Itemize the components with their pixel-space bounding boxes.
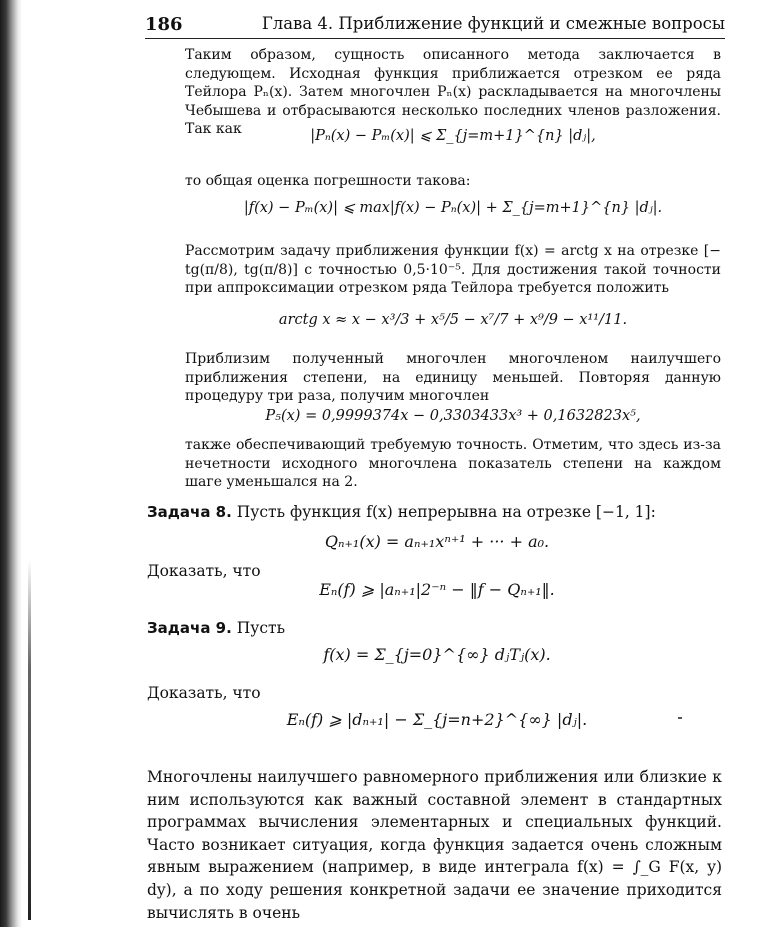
scan-speck [678,717,682,719]
paragraph-best-approximation: Приблизим полученный многочлен многочленом наилучшего приближения степени, на единицу меньшей. Повторяя данную процедуру три раза, получим многочлен [185,351,721,405]
scan-binding-shadow [0,0,22,927]
page-number: 186 [145,14,183,35]
formula-arctg-taylor: arctg x ≈ x − x³/3 + x⁵/5 − x⁷/7 + x⁹/9 − x¹¹/11. [278,312,628,328]
paragraph-accuracy-note: также обеспечивающий требуемую точность. Отметим, что здесь из-за нечетности исходного многочлена показатель степени на каждом шаге уменьшался на 2. [185,437,721,491]
paragraph-error-estimate: то общая оценка погрешности такова: [185,173,471,189]
task-9-statement [147,619,727,637]
prove-label-1: Доказать, что [147,562,261,580]
task-9-text: Пусть [236,619,286,637]
task-8-text: Пусть функция f(x) непрерывна на отрезке [−1, 1]: [236,503,656,521]
task-9-label: Задача 9. [147,619,232,637]
formula-en-bound-1: Eₙ(f) ⩾ |aₙ₊₁|2⁻ⁿ − ‖f − Qₙ₊₁‖. [319,580,555,599]
formula-en-bound-2: Eₙ(f) ⩾ |dₙ₊₁| − Σ_{j=n+2}^{∞} |dⱼ|. [286,710,588,729]
paragraph-standard-programs: Многочлены наилучшего равномерного приближения или близкие к ним используются как важный составной элемент в стандартных программах вычисления элементарных и специальных функций. Часто возникает ситуация, когда функция задается очень сложным явным выражением (например, в виде интеграла f(x) = ∫_G F(x, y) dy), а по ходу решения конкретной задачи ее значение приходится вычислять в очень [147,768,722,922]
formula-chebyshev-series: f(x) = Σ_{j=0}^{∞} dⱼTⱼ(x). [323,645,551,664]
formula-q-polynomial: Qₙ₊₁(x) = aₙ₊₁xⁿ⁺¹ + ··· + a₀. [324,532,550,551]
formula-p5: P₅(x) = 0,9999374x − 0,3303433x³ + 0,1632823x⁵, [265,408,641,424]
task-8-statement [147,503,727,521]
paragraph-method-summary: Таким образом, сущность описанного метода заключается в следующем. Исходная функция приближается отрезком ее ряда Тейлора Pₙ(x). Затем многочлен Pₙ(x) раскладывается на многочлены Чебышева и отбрасываются несколько последних членов разложения. Так как [185,47,721,138]
formula-total-error: |f(x) − Pₘ(x)| ⩽ max|f(x) − Pₙ(x)| + Σ_{j=m+1}^{n} |dⱼ|. [243,200,663,216]
paragraph-arctg-problem: Рассмотрим задачу приближения функции f(x) = arctg x на отрезке [− tg(π/8), tg(π/8)] с точностью 0,5·10⁻⁵. Для достижения такой точности при аппроксимации отрезком ряда Тейлора требуется положить [185,243,721,297]
page-header [145,10,725,39]
prove-label-2: Доказать, что [147,684,261,702]
running-head: Глава 4. Приближение функций и смежные вопросы [261,14,725,33]
formula-remainder-bound: |Pₙ(x) − Pₘ(x)| ⩽ Σ_{j=m+1}^{n} |dⱼ|, [310,128,596,144]
scan-artifact-line [28,560,31,920]
task-8-label: Задача 8. [147,503,232,521]
